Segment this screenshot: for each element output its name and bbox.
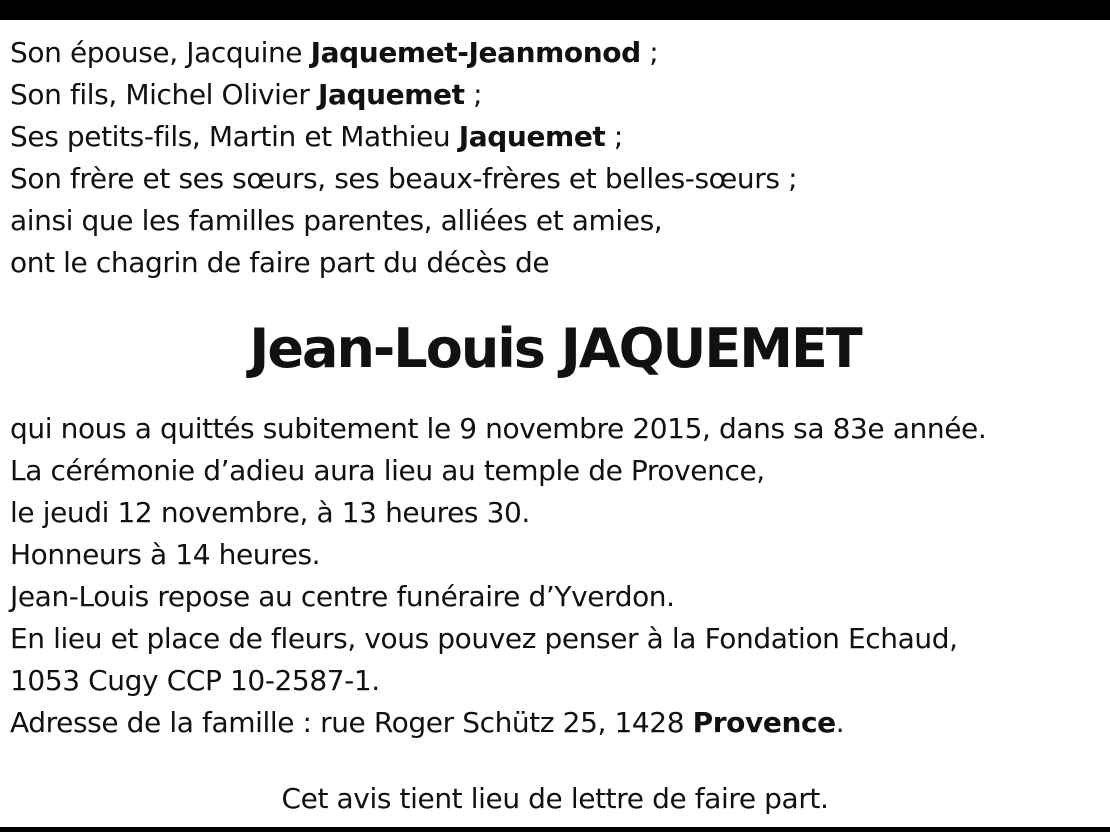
address-town: Provence	[692, 706, 836, 739]
grandsons-line	[10, 116, 1100, 158]
son-name: Jaquemet	[317, 78, 465, 111]
relatives-line: ainsi que les familles parentes, alliées et amies,	[10, 204, 663, 237]
obituary-notice	[10, 32, 1100, 744]
grandsons-suffix: ;	[605, 120, 623, 153]
address-suffix: .	[835, 706, 845, 739]
grandsons-name: Jaquemet	[458, 120, 606, 153]
bottom-border-rule	[0, 827, 1110, 832]
rest-line: Jean-Louis repose au centre funéraire d’Yverdon.	[10, 580, 675, 613]
honours-line: Honneurs à 14 heures.	[10, 538, 321, 571]
deceased-name: Jean-Louis JAQUEMET	[249, 317, 861, 380]
siblings-line: Son frère et ses sœurs, ses beaux-frères et belles-sœurs ;	[10, 162, 798, 195]
son-line	[10, 74, 1100, 116]
spouse-line	[10, 32, 1100, 74]
death-line: qui nous a quittés subitement le 9 novembre 2015, dans sa 83e année.	[10, 412, 987, 445]
spouse-name: Jaquemet-Jeanmonod	[310, 36, 641, 69]
grandsons-prefix: Ses petits-fils, Martin et Mathieu	[10, 120, 459, 153]
ceremony-date-line: le jeudi 12 novembre, à 13 heures 30.	[10, 496, 530, 529]
son-suffix: ;	[464, 78, 483, 111]
top-border-bar	[0, 0, 1110, 20]
donation-account-line: 1053 Cugy CCP 10-2587-1.	[10, 664, 380, 697]
announcement-line: ont le chagrin de faire part du décès de	[10, 246, 550, 279]
address-prefix: Adresse de la famille : rue Roger Schütz 25, 1428	[10, 706, 693, 739]
ceremony-line: La cérémonie d’adieu aura lieu au temple de Provence,	[10, 454, 765, 487]
spouse-prefix: Son épouse, Jacquine	[10, 36, 311, 69]
donation-line: En lieu et place de fleurs, vous pouvez penser à la Fondation Echaud,	[10, 622, 958, 655]
son-prefix: Son fils, Michel Olivier	[10, 78, 318, 111]
spouse-suffix: ;	[640, 36, 659, 69]
address-line	[10, 702, 1100, 744]
closing-line: Cet avis tient lieu de lettre de faire part.	[281, 782, 829, 815]
